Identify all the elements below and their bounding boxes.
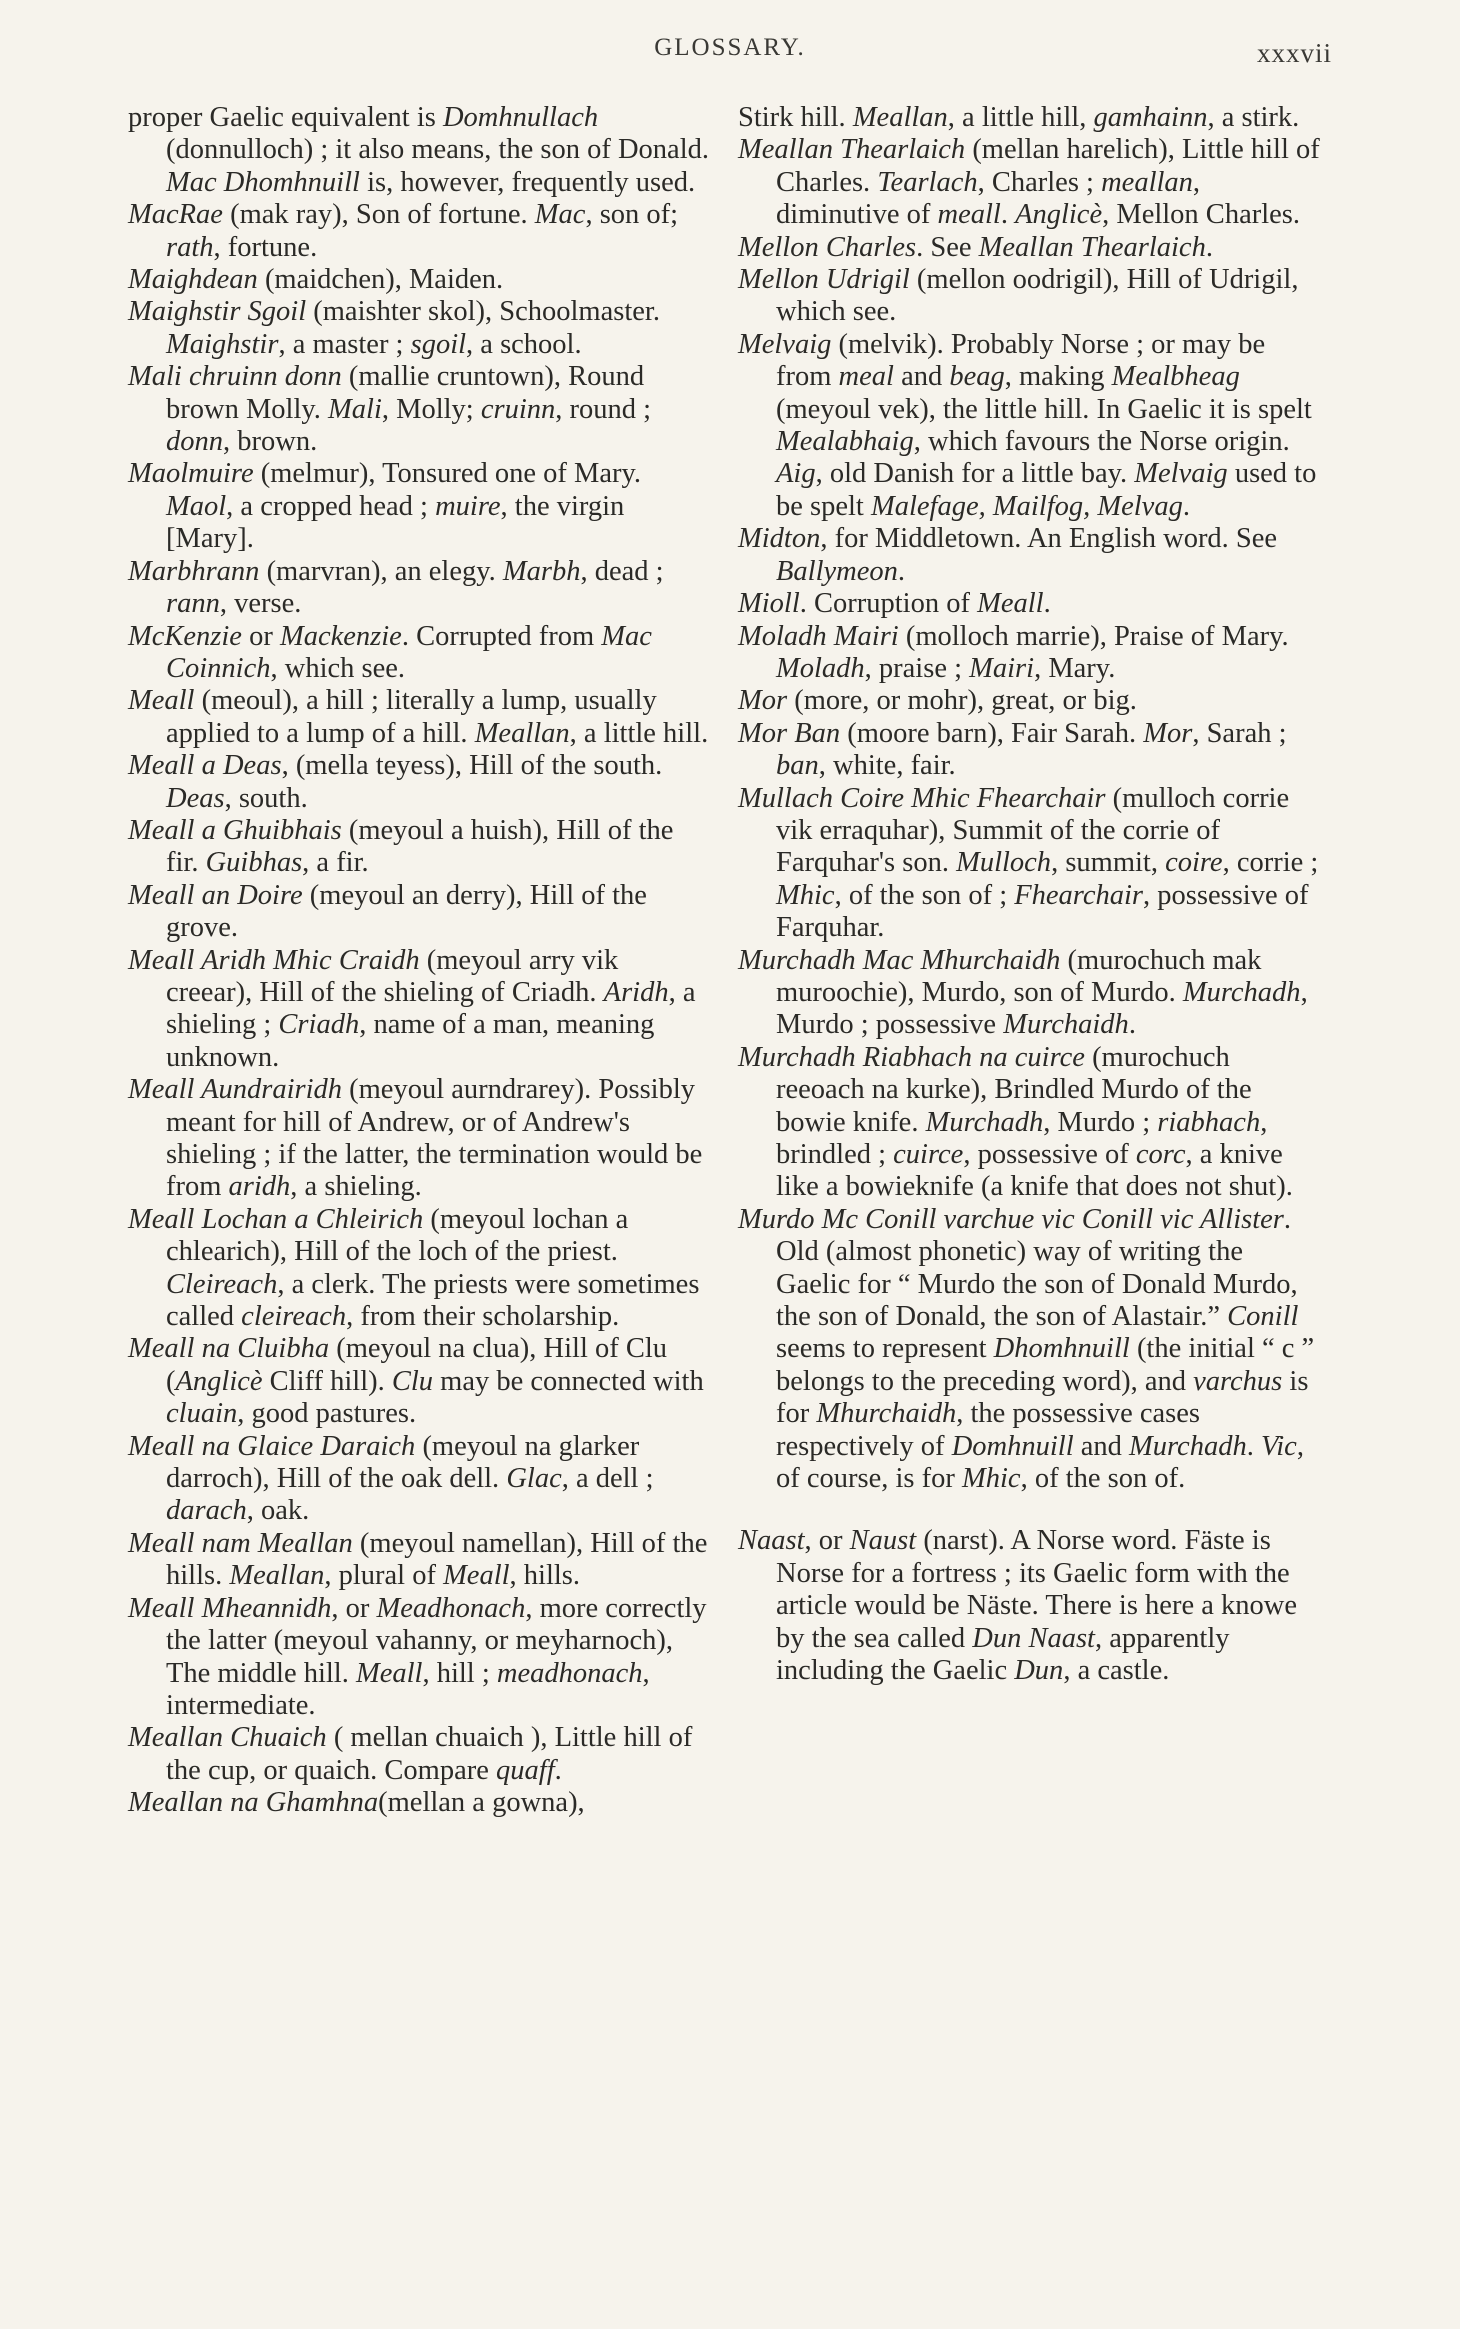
glossary-entry-continued [128,102,710,199]
italic-text: Ballymeon [776,555,898,587]
headword: Maighstir Sgoil [128,296,307,328]
text-run: . [1043,588,1051,620]
text-run: , Charles ; [977,166,1102,198]
text-run: , a clerk. The priests were sometimes called [166,1268,700,1333]
right-column [738,102,1321,1688]
italic-text: Criadh [278,1009,360,1041]
headword: McKenzie [128,620,242,652]
headword: Maighdean [128,264,258,296]
headword: Meall [128,685,195,717]
headword: Meall Lochan a Chleirich [128,1203,424,1235]
italic-text: Maighstir [166,328,279,360]
italic-text: Clu [391,1365,434,1397]
glossary-entry [128,361,710,458]
headword: Midton [738,523,821,555]
text-run: (melvik). Probably Norse ; or may be from [776,328,1266,393]
italic-text: Mor [1143,717,1193,749]
text-run: , a shieling. [290,1171,422,1203]
section-gap [738,1495,1321,1525]
italic-text: Dun [1014,1655,1064,1687]
text-run: is, however, frequently used. [359,166,696,198]
text-run: . [1246,1430,1261,1462]
text-run: or [241,620,280,652]
headword: Meallan na Ghamhna [128,1787,379,1819]
italic-text: cruinn [480,393,556,425]
text-run: , a school. [466,328,582,360]
glossary-entry [128,1333,710,1430]
glossary-entry [128,1204,710,1334]
text-run: , a dell ; [561,1463,654,1495]
italic-text: Melvaig [1134,458,1228,490]
text-run: , or [804,1525,850,1557]
text-run: (more, or mohr), great, or big. [787,685,1137,717]
text-run: . [1000,199,1016,231]
glossary-entry [738,621,1321,686]
italic-text: Mali [328,393,382,425]
text-run: , a castle. [1063,1655,1170,1687]
italic-text: muire [435,490,501,522]
italic-text: Domhnuill [951,1430,1074,1462]
text-run: , more correctly the latter (meyoul vahanny, or meyharnoch), The middle hill. [166,1592,707,1689]
text-run: , a shieling ; [166,976,696,1041]
text-run: , (mella teyess), Hill of the south. [281,750,663,782]
text-run: , old Danish for a little bay. [815,458,1135,490]
text-run: . [554,1754,562,1786]
text-run: (mellon oodrigil), Hill of Udrigil, which see. [776,264,1299,328]
italic-text: Murchadh [925,1106,1044,1138]
glossary-entry [128,1074,710,1204]
italic-text: Aig [776,458,816,490]
italic-text: ban [776,750,819,782]
text-run: (maidchen), Maiden. [257,264,504,296]
italic-text: rath [166,231,214,263]
text-run: , dead ; [580,555,664,587]
italic-text: Vic [1260,1430,1297,1462]
headword: Maolmuire [128,458,254,490]
italic-text: meal [838,361,894,393]
italic-text: Anglicè [1015,199,1103,231]
glossary-entry [738,588,1321,620]
text-run: , brindled ; [776,1106,1268,1170]
glossary-entry [128,296,710,361]
glossary-entry [738,264,1321,329]
glossary-entry [128,815,710,880]
glossary-entry [128,1528,710,1593]
text-run: (the initial “ c ” belongs to the preceding word), and [776,1333,1315,1397]
glossary-entry [128,685,710,750]
text-run: is for [776,1365,1309,1430]
text-run: (meyoul namellan), Hill of the hills. [166,1527,708,1592]
text-run: (meyoul na glarker darroch), Hill of the oak dell. [166,1430,640,1495]
text-run: (marvran), an elegy. [259,555,503,587]
italic-text: donn [166,426,223,458]
italic-text: Meallan [474,717,570,749]
italic-text: corc [1135,1139,1186,1170]
glossary-entry [738,783,1321,945]
text-run: (narst). A Norse word. Fäste is Norse for a fortress ; its Gaelic form with the article would be Näste. There is here a knowe by the sea called [776,1525,1297,1654]
italic-text: Murchadh [1182,976,1301,1008]
left-column [128,102,710,1820]
headword: Mor Ban [738,717,841,749]
italic-text: Mhic [776,879,835,911]
glossary-entry [128,1593,710,1723]
headword: Murdo Mc Conill varchue vic Conill vic Allister [738,1203,1284,1235]
text-run: , a fir. [302,847,369,879]
italic-text: Cleireach [166,1268,278,1300]
headword: Mali chruinn donn [128,361,342,393]
text-run: , of the son of ; [834,879,1015,911]
headword: Murchadh Riabhach na cuirce [738,1041,1085,1073]
glossary-entry [738,1042,1321,1204]
text-run: , diminutive of [776,166,1201,231]
italic-text: Murchaidh [1003,1009,1129,1041]
text-run: and [1073,1430,1130,1462]
text-run: , possessive of [963,1139,1136,1170]
italic-text: beag [949,361,1005,393]
text-run: , south. [224,782,308,814]
text-run: , or [331,1592,377,1624]
italic-text: Malefage, Mailfog, Melvag [870,490,1183,522]
text-run: . [897,555,906,587]
italic-text: Mhurchaidh [816,1398,957,1430]
headword: Meall Mheannidh [128,1592,332,1624]
text-run: (mellan harelich), Little hill of Charles. [776,134,1320,198]
text-run: , oak. [246,1495,310,1527]
glossary-entry [128,621,710,686]
text-run: , making [1004,361,1112,393]
italic-text: Mac [534,199,586,231]
text-run: , a master ; [278,328,411,360]
text-run: , corrie ; [1222,847,1319,879]
text-run: (meyoul vek), the little hill. In Gaelic it is spelt [776,393,1312,425]
text-run: (meyoul a huish), Hill of the fir. [166,814,674,879]
text-run: , good pastures. [237,1398,417,1430]
italic-text: Mealabhaig [776,426,914,458]
text-run: (meyoul na clua), Hill of Clu ( [166,1333,668,1397]
text-run: (mulloch corrie vik erraquhar), Summit of the corrie of Farquhar's son. [776,782,1290,879]
glossary-entry [738,232,1321,264]
text-run: (melmur), Tonsured one of Mary. [253,458,642,490]
text-run: , intermediate. [166,1657,650,1721]
running-head [0,34,1460,74]
text-run: , apparently including the Gaelic [776,1622,1230,1687]
italic-text: Mac Dhomhnuill [166,166,360,198]
glossary-entry [738,685,1321,717]
text-run: (molloch marrie), Praise of Mary. [898,620,1289,652]
italic-text: quaff [496,1754,555,1786]
headword: Meall na Glaice Daraich [128,1430,416,1462]
glossary-entry [738,945,1321,1042]
text-run: , a little hill, [947,102,1094,133]
glossary-entry [128,1787,710,1819]
text-run: Stirk hill. [738,102,853,133]
text-run: , verse. [219,588,302,620]
italic-text: Meadhonach [376,1592,526,1624]
text-run: (mak ray), Son of fortune. [222,199,535,231]
italic-text: Meallan Thearlaich [978,231,1206,263]
headword: MacRae [128,199,223,231]
glossary-entry [738,134,1321,231]
text-run: , Molly; [381,393,481,425]
italic-text: Domhnullach [442,102,599,133]
italic-text: riabhach [1157,1106,1261,1138]
text-run: , the possessive cases respectively of [776,1398,1200,1462]
text-run: , Mellon Charles. [1102,199,1300,231]
italic-text: Deas [166,782,225,814]
italic-text: cuirce [893,1139,964,1170]
headword: Murchadh Mac Mhurchaidh [738,944,1061,976]
headword: Melvaig [738,328,832,360]
headword: Meallan Thearlaich [738,134,966,166]
italic-text: Naust [849,1525,917,1557]
glossary-entry [128,458,710,555]
text-run: , which see. [270,652,406,684]
text-run: , fortune. [213,231,318,263]
italic-text: Maol [166,490,227,522]
text-run: , son of; [585,199,679,231]
italic-text: Fhearchair [1014,879,1144,911]
italic-text: Meall [977,588,1044,620]
italic-text: Dun Naast [972,1622,1095,1654]
italic-text: Meallan [852,102,948,133]
italic-text: Glac [506,1463,562,1495]
text-run: , brown. [223,426,318,458]
text-run: seems to represent [776,1333,994,1365]
text-run: . [1182,490,1190,522]
headword: Moladh Mairi [738,620,899,652]
italic-text: Marbh [502,555,581,587]
text-run: , a cropped head ; [226,490,436,522]
text-run: , hill ; [422,1657,497,1689]
text-run: ( mellan chuaich ), Little hill of the cup, or quaich. Compare [166,1722,693,1786]
italic-text: Tearlach [877,166,978,198]
text-run: , Sarah ; [1192,717,1287,749]
text-run: (meyoul an derry), Hill of the grove. [166,879,647,944]
italic-text: coire [1165,847,1223,879]
headword: Meall nam Meallan [128,1527,353,1559]
italic-text: Dhomhnuill [993,1333,1130,1365]
italic-text: darach [166,1495,247,1527]
text-run: Cliff hill). [262,1365,392,1397]
headword: Mellon Charles [738,231,917,263]
italic-text: Conill [1227,1301,1299,1333]
text-run: (meyoul lochan a chlearich), Hill of the loch of the priest. [166,1203,629,1268]
italic-text: Guibhas [205,847,303,879]
text-run: , of course, is for [776,1430,1304,1495]
text-run: , which favours the Norse origin. [913,426,1290,458]
italic-text: Meallan [229,1560,325,1592]
headword: Naast [738,1525,805,1557]
text-run: , a little hill. [569,717,709,749]
italic-text: meallan [1101,166,1193,198]
italic-text: gamhainn [1093,102,1208,133]
text-run: (murochuch reeoach na kurke), Brindled Murdo of the bowie knife. [776,1041,1252,1138]
text-run: may be connected with [433,1365,704,1397]
page-number: xxxvii [1256,38,1332,68]
glossary-entry [128,264,710,296]
text-run: , of the son of. [1020,1463,1186,1495]
italic-text: Meall [355,1657,423,1689]
text-run: . Corrupted from [401,620,602,652]
headword: Meall a Ghuibhais [128,814,342,846]
italic-text: rann [166,588,220,620]
italic-text: Mealbheag [1111,361,1240,393]
text-run: , praise ; [864,652,970,684]
glossary-entry [128,1722,710,1787]
italic-text: Moladh [776,652,865,684]
headword: Meallan Chuaich [128,1722,327,1754]
text-run: , hills. [509,1560,581,1592]
text-run: (maishter skol), Schoolmaster. [306,296,660,328]
glossary-entry [738,1204,1321,1496]
text-run: used to be spelt [776,458,1317,522]
headword: Mor [738,685,788,717]
text-run: (moore barn), Fair Sarah. [840,717,1144,749]
italic-text: Mairi [969,652,1035,684]
text-run: and [893,361,950,393]
text-run: , a stirk. [1207,102,1300,133]
italic-text: cleireach [241,1301,347,1333]
italic-text: Mhic [962,1463,1021,1495]
text-run: , Mary. [1034,652,1116,684]
italic-text: Aridh [603,976,669,1008]
glossary-entry [128,880,710,945]
italic-text: Meall [443,1560,510,1592]
text-run: , possessive of Farquhar. [776,879,1309,944]
text-run: . Old (almost phonetic) way of writing the Gaelic for “ Murdo the son of Donald Murdo, the son of Donald, the son of Alastair.” [776,1203,1298,1333]
text-run: . [1128,1009,1136,1041]
glossary-entry [738,329,1321,523]
text-run: . [1205,231,1213,263]
text-run: , a knive like a bowieknife (a knife that does not shut). [776,1139,1293,1203]
text-run: , from their scholarship. [346,1301,620,1333]
text-run: , for Middletown. An English word. See [820,523,1278,555]
glossary-entry [128,750,710,815]
glossary-entry-continued [738,102,1321,134]
text-run: (murochuch mak muroochie), Murdo, son of Murdo. [776,944,1262,1008]
headword: Meall an Doire [128,879,303,911]
italic-text: varchus [1193,1365,1283,1397]
italic-text: Mulloch [956,847,1052,879]
text-run: (meoul), a hill ; literally a lump, usually applied to a lump of a hill. [166,685,657,749]
glossary-entry [738,718,1321,783]
text-run: (meyoul aurndrarey). Possibly meant for hill of Andrew, or of Andrew's shieling ; if the latter, the termination would be from [166,1074,703,1203]
running-title: GLOSSARY. [654,34,806,61]
headword: Meall Aridh Mhic Craidh [128,944,420,976]
headword: Mioll [738,588,800,620]
text-run: (mallie cruntown), Round brown Molly. [166,361,645,425]
italic-text: meadhonach [496,1657,643,1689]
headword: Meall na Cluibha [128,1333,330,1365]
glossary-entry [738,523,1321,588]
glossary-entry [738,1525,1321,1687]
italic-text: Mac Coinnich [166,620,652,684]
glossary-entry [128,556,710,621]
italic-text: Mackenzie [279,620,402,652]
headword: Marbhrann [128,555,260,587]
text-run: . See [916,231,979,263]
text-run: (mellan a gowna), [378,1787,585,1819]
text-run: , name of a man, meaning unknown. [166,1009,655,1073]
headword: Mellon Udrigil [738,264,910,296]
italic-text: Anglicè [175,1365,263,1397]
headword: Meall a Deas [128,750,282,782]
italic-text: Murchadh [1129,1430,1247,1462]
text-run: proper Gaelic equivalent is [128,102,443,133]
headword: Meall Aundrairidh [128,1074,343,1106]
italic-text: meall [937,199,1001,231]
text-run: , white, fair. [818,750,956,782]
italic-text: aridh [228,1171,291,1203]
text-run: , round ; [555,393,652,425]
glossary-entry [128,199,710,264]
text-run: , Murdo ; [1043,1106,1158,1138]
italic-text: sgoil [410,328,467,360]
text-run: (donnulloch) ; it also means, the son of Donald. [166,134,709,166]
italic-text: cluain [166,1398,238,1430]
text-run: , the virgin [Mary]. [166,490,625,555]
headword: Mullach Coire Mhic Fhearchair [738,782,1106,814]
text-run: , summit, [1051,847,1166,879]
text-run: , Murdo ; possessive [776,976,1308,1041]
text-run: , plural of [324,1560,444,1592]
text-run: (meyoul arry vik creear), Hill of the shieling of Criadh. [166,944,619,1008]
text-run: . Corruption of [799,588,978,620]
glossary-entry [128,945,710,1075]
glossary-entry [128,1431,710,1528]
